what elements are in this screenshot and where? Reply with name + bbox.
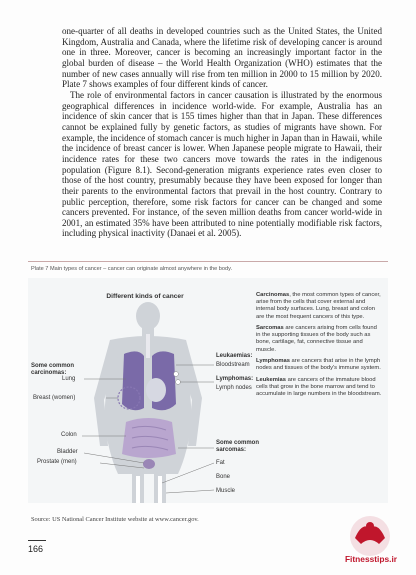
paragraph-1: one-quarter of all deaths in developed countries such as the United States, the United Kingdom, Australia and Canada, where the lifetime risk of developing cancer is around one in three. Moreover, cancer is becoming an increasingly important factor in the global burden of disease – the World Health Organization (WHO) estimates that the number of new cases annually will rise from ten million in 2000 to 15 million by 2020. Plate 7 shows examples of four different kinds of cancer. [62,26,382,90]
text-carcinomas: , the most common types of cancer, arise from the cells that cover external and internal body surfaces. Lung, breast and colon are the most frequent cancers of this type. [256,292,381,320]
label-lymph-nodes: Lymph nodes [216,385,252,391]
label-lung: Lung [62,376,76,382]
label-leukaemias: Leukaemias: [216,353,253,359]
plate-caption: Plate 7 Main types of cancer – cancer can originate almost anywhere in the body. [31,266,233,272]
intestine-shape [122,418,176,458]
watermark-text: Fitnesstips.ir [344,554,398,564]
footer-rule [28,540,46,541]
bladder-shape [143,459,155,469]
diagram-title: Different kinds of cancer [106,293,184,300]
lymph-node-1 [174,372,179,377]
definition-carcinomas [256,292,382,321]
text-leukemias: are cancers of the immature blood cells that grow in the bone marrow and tend to accumulate in large numbers in the bloodstream. [256,376,382,397]
femur-left-shape [136,476,140,503]
term-lymphomas: Lymphomas [256,358,290,364]
lung-left-shape [122,351,144,410]
label-bloodstream: Bloodstream [216,362,250,368]
label-carcinomas-heading: Some common carcinomas: [31,363,75,377]
term-leukemias: Leukemias [256,376,286,383]
label-muscle: Muscle [216,488,236,494]
page-number: 166 [28,544,44,554]
body-text [62,26,382,239]
text-sarcomas: are cancers arising from cells found in the supporting tissues of the body such as bone, cartilage, fat, connective tissue and muscle. [256,325,377,353]
trachea-shape [146,334,150,358]
leader-muscle [166,490,214,493]
label-lymphomas: Lymphomas: [216,376,254,382]
cancer-definitions [256,292,382,402]
definition-lymphomas [256,358,382,372]
label-fat: Fat [216,460,225,466]
source-note: Source: US National Cancer Institute website at www.cancer.gov. [31,516,199,523]
term-sarcomas: Sarcomas [256,325,284,331]
label-sarcomas-heading: Some common sarcomas: [216,440,260,454]
label-bone: Bone [216,474,231,480]
heart-shape [146,378,166,402]
lymph-node-2 [176,380,181,385]
label-prostate: Prostate (men) [37,459,77,465]
term-carcinomas: Carcinomas [256,292,290,298]
definition-sarcomas [256,325,382,354]
text-lymphomas: are cancers that arise in the lymph nodes and tissues of the body's immune system. [256,358,381,372]
paragraph-2: The role of environmental factors in cancer causation is illustrated by the enormous geographical differences in incidence world-wide. For example, Australia has an incidence of skin cancer that is 155 times higher than that in Japan. These differences cannot be explained fully by genetic factors, as studies of migrants have shown. For example, the incidence of stomach cancer is much higher in Japan than in Hawaii, while the incidence of breast cancer is lower. When Japanese people migrate to Hawaii, their incidence rates for these two cancers move towards the rates in the indigenous population (Figure 8.1). Second-generation migrants experience rates even closer to those of the host country, presumably because they have been exposed for longer than their parents to the environmental factors that prevail in the host country. Contrary to public perception, therefore, some risk factors for cancer can be changed and some cancers prevented. For instance, of the seven million deaths from cancer world-wide in 2001, an estimated 35% have been attributed to nine potentially modifiable risk factors, including physical inactivity (Danaei et al. 2005). [62,89,382,239]
figure-head-icon [366,522,374,530]
definition-leukemias [256,377,382,399]
label-colon: Colon [61,432,77,438]
head-shape [136,302,160,330]
femur-right-shape [158,476,162,503]
label-bladder: Bladder [57,449,78,455]
label-breast: Breast (women) [33,395,76,401]
plate-top-rule [28,261,388,262]
